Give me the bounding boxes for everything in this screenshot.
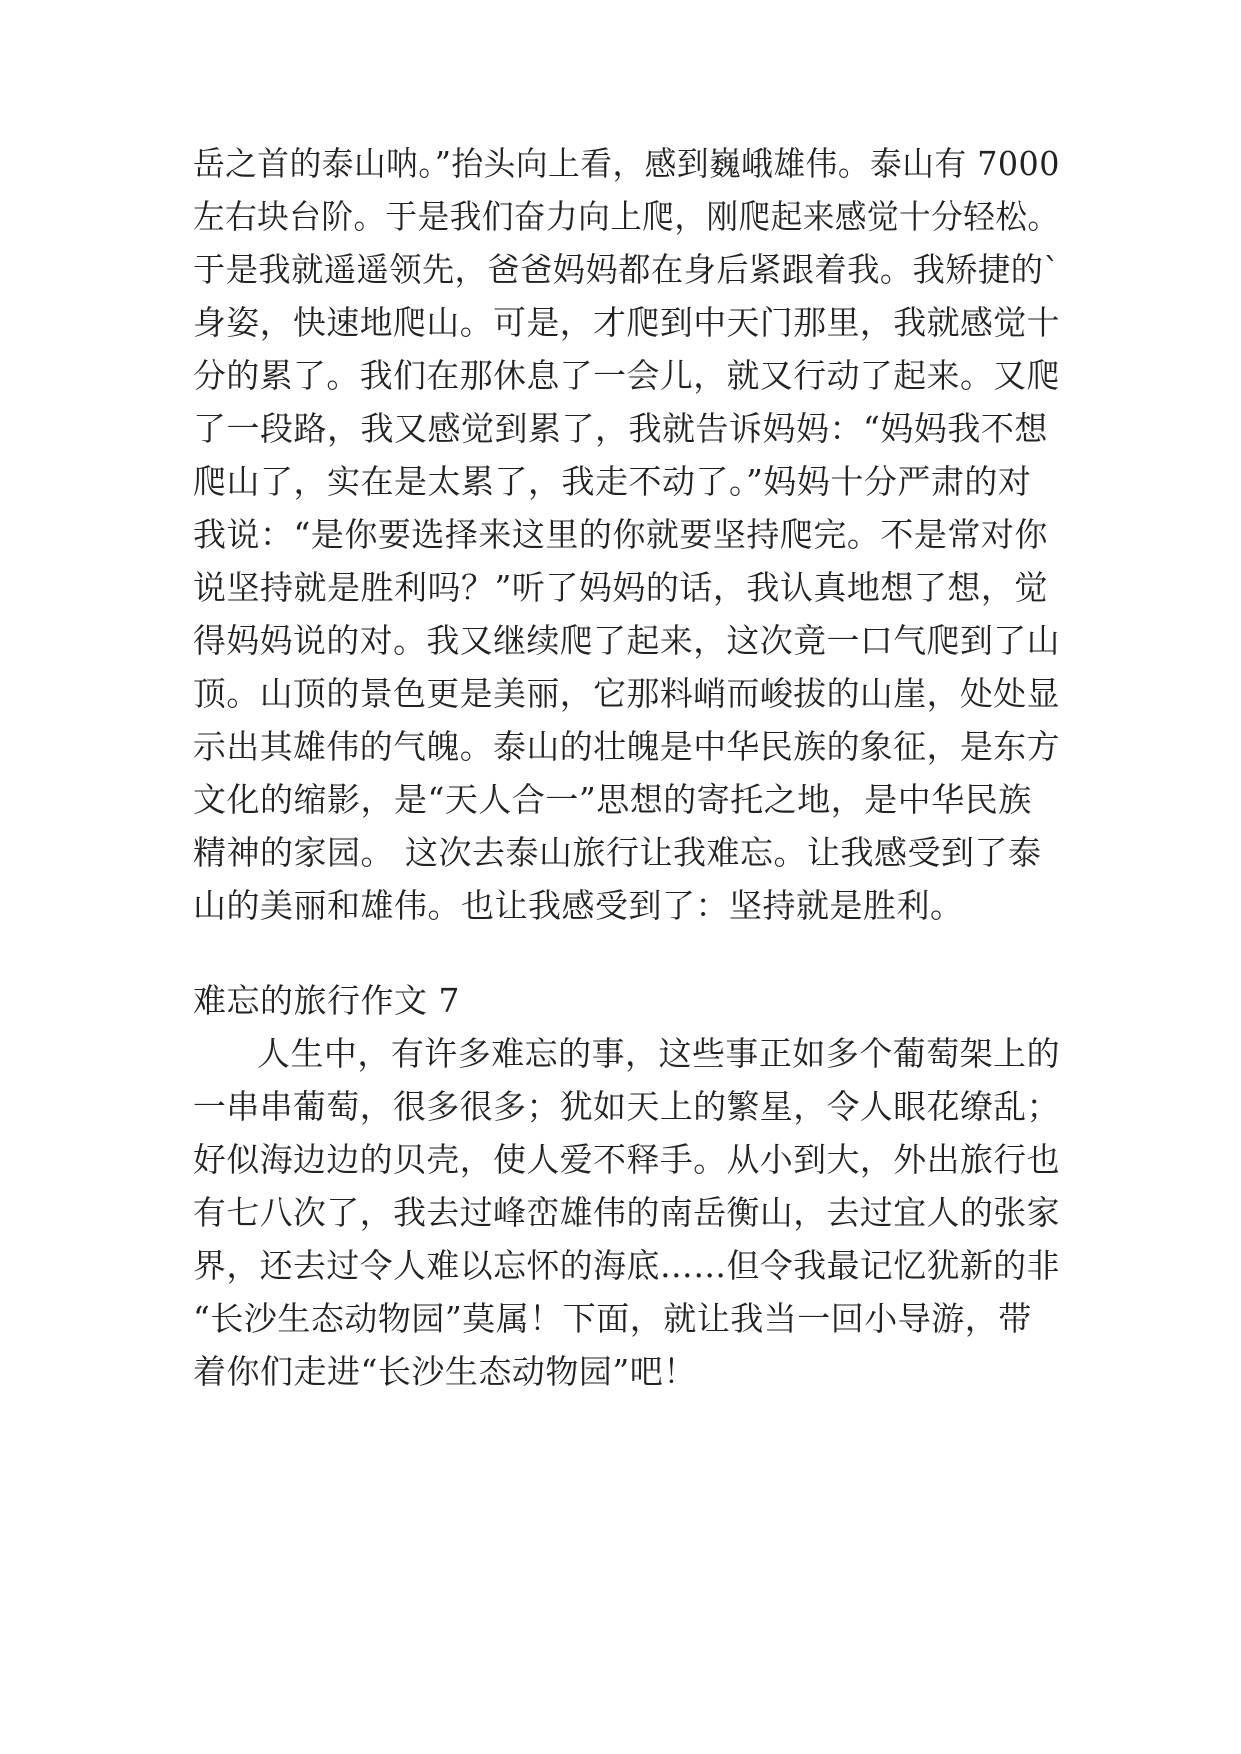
- section-heading: 难忘的旅行作文 7: [193, 981, 460, 1020]
- paragraph-line: 得妈妈说的对。我又继续爬了起来，这次竟一口气爬到了山: [193, 621, 1060, 660]
- paragraph-line: 左右块台阶。于是我们奋力向上爬，刚爬起来感觉十分轻松。: [193, 197, 1060, 236]
- paragraph-line: 山的美丽和雄伟。也让我感受到了：坚持就是胜利。: [193, 886, 964, 925]
- paragraph-line: 爬山了，实在是太累了，我走不动了。”妈妈十分严肃的对: [193, 462, 1032, 501]
- paragraph-line: 身姿，快速地爬山。可是，才爬到中天门那里，我就感觉十: [193, 303, 1060, 342]
- paragraph-line: 顶。山顶的景色更是美丽，它那料峭而峻拔的山崖，处处显: [193, 674, 1060, 713]
- paragraph-line: 岳之首的泰山呐。”抬头向上看，感到巍峨雄伟。泰山有 7000: [193, 144, 1060, 183]
- paragraph-line: 文化的缩影，是“天人合一”思想的寄托之地，是中华民族: [193, 780, 1032, 819]
- paragraph-line: 着你们走进“长沙生态动物园”吧！: [193, 1352, 697, 1391]
- paragraph-line: 好似海边边的贝壳，使人爱不释手。从小到大，外出旅行也: [193, 1140, 1060, 1179]
- paragraph-first-line: 人生中，有许多难忘的事，这些事正如多个葡萄架上的: [257, 1034, 1061, 1073]
- paragraph-line: 一串串葡萄，很多很多；犹如天上的繁星，令人眼花缭乱；: [193, 1087, 1060, 1126]
- paragraph-line: 说坚持就是胜利吗？”听了妈妈的话，我认真地想了想，觉: [193, 568, 1048, 607]
- paragraph-line: “长沙生态动物园”莫属！下面，就让我当一回小导游，带: [193, 1299, 1032, 1338]
- paragraph-line: 分的累了。我们在那休息了一会儿，就又行动了起来。又爬: [193, 356, 1060, 395]
- paragraph-line: 于是我就遥遥领先，爸爸妈妈都在身后紧跟着我。我矫捷的`: [193, 250, 1061, 289]
- paragraph-line: 精神的家园。 这次去泰山旅行让我难忘。让我感受到了泰: [193, 833, 1042, 872]
- paragraph-line: 了一段路，我又感觉到累了，我就告诉妈妈：“妈妈我不想: [193, 409, 1048, 448]
- paragraph-line: 界，还去过令人难以忘怀的海底……但令我最记忆犹新的非: [193, 1246, 1060, 1285]
- paragraph-line: 我说：“是你要选择来这里的你就要坚持爬完。不是常对你: [193, 515, 1048, 554]
- paragraph-line: 有七八次了，我去过峰峦雄伟的南岳衡山，去过宜人的张家: [193, 1193, 1060, 1232]
- paragraph-line: 示出其雄伟的气魄。泰山的壮魄是中华民族的象征，是东方: [193, 727, 1060, 766]
